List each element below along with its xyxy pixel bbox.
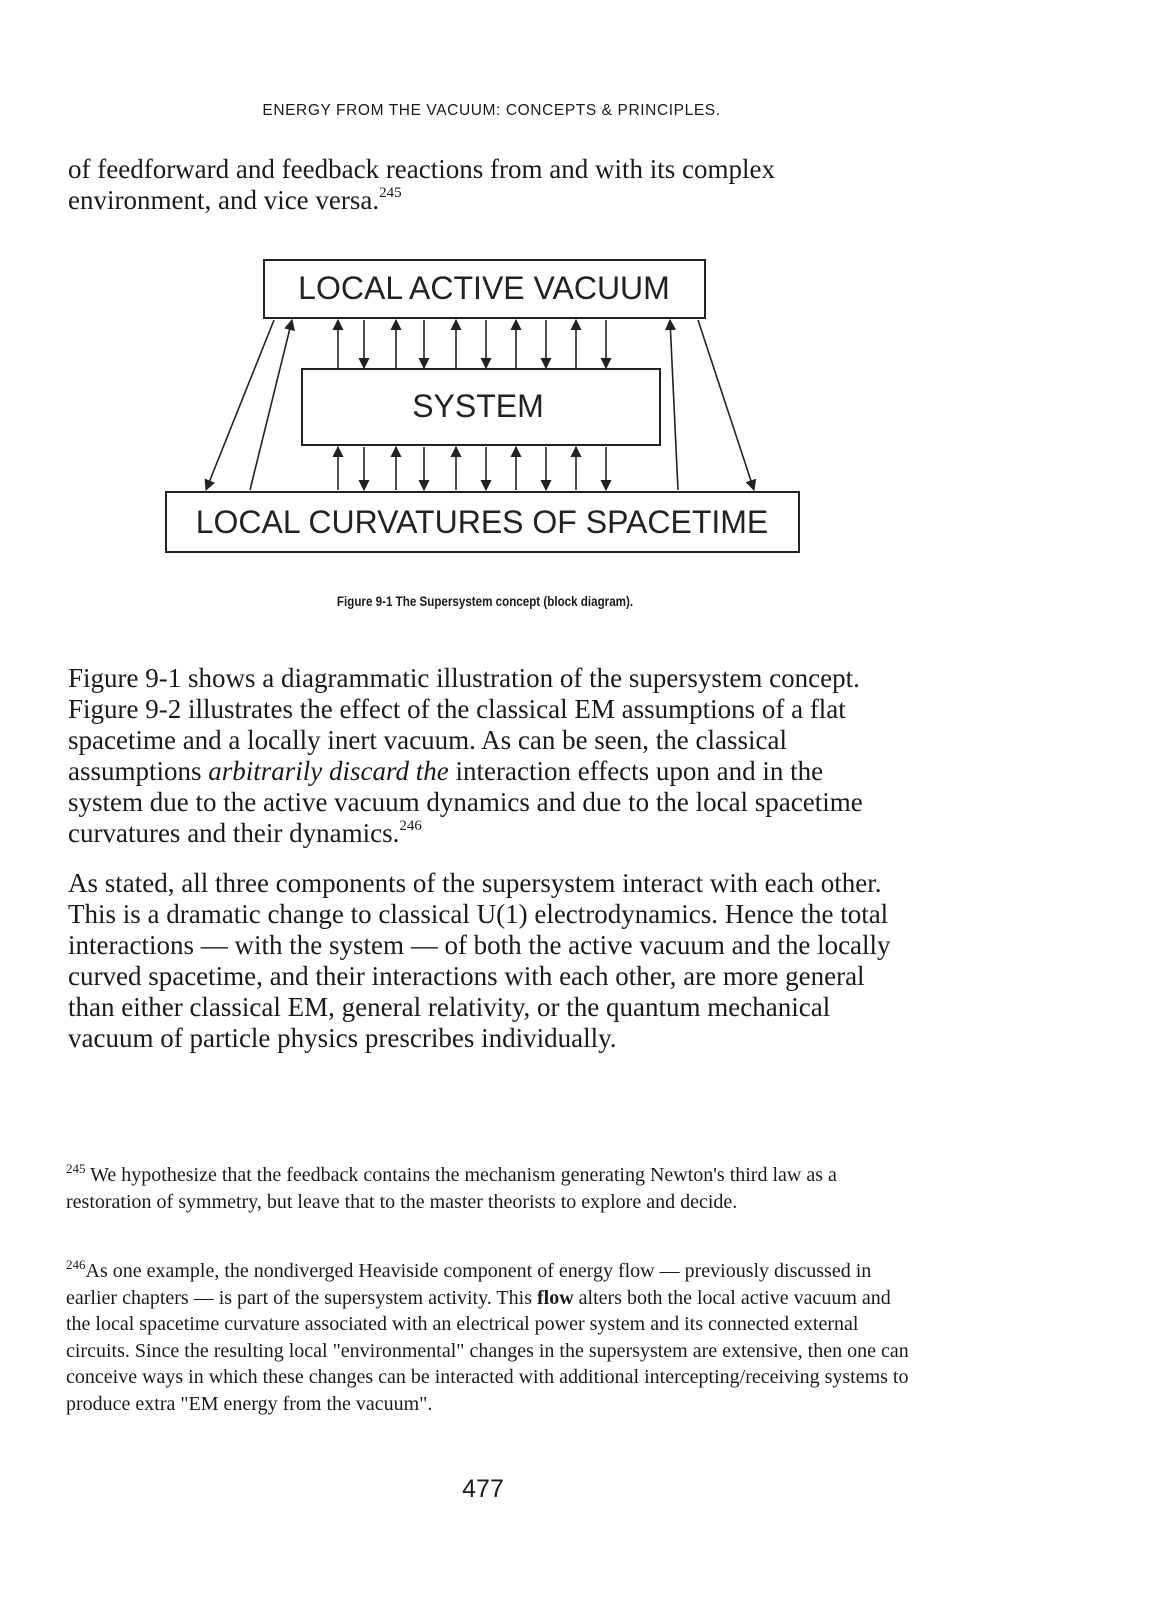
footnote-number-246: 246 (66, 1257, 86, 1272)
arrow-vacuum-to-curvature-left (206, 320, 274, 490)
footnote-246-text-a: As one example, the nondiverged Heaviside component of energy flow — previously discussed in earlier chapters — is part of the supersystem activity. This (66, 1260, 872, 1309)
arrow-curvature-to-vacuum-right (670, 320, 678, 490)
footnote-245-text: We hypothesize that the feedback contains the mechanism generating Newton's third law as a restoration of symmetry, but leave that to the master theorists to explore and decide. (66, 1164, 837, 1213)
footnote-ref-246[interactable]: 246 (399, 818, 422, 834)
body-paragraph-1 (68, 663, 898, 849)
intro-paragraph (68, 154, 828, 216)
footnote-ref-245[interactable]: 245 (379, 185, 402, 201)
figure-caption: Figure 9-1 The Supersystem concept (block diagram). (336, 594, 634, 609)
para1-italic: arbitrarily discard the (208, 756, 449, 786)
page-number: 477 (462, 1475, 504, 1503)
intro-text: of feedforward and feedback reactions from and with its complex environment, and vice versa. (68, 154, 775, 215)
footnote-number-245: 245 (66, 1161, 86, 1176)
local-curvatures-label: LOCAL CURVATURES OF SPACETIME (195, 504, 769, 540)
footnote-246-bold: flow (536, 1286, 574, 1309)
para1-text-b: interaction effects upon and in the system due to the active vacuum dynamics and due to the local spacetime curvatures and their dynamics. (68, 756, 863, 848)
supersystem-block-diagram (150, 250, 820, 570)
running-head: ENERGY FROM THE VACUUM: CONCEPTS & PRINCIPLES. (262, 102, 721, 119)
body-paragraph-2: As stated, all three components of the supersystem interact with each other. This is a dramatic change to classical U(1) electrodynamics. Hence the total interactions — with the system — of both the active vacuum and the locally curved spacetime, and their interactions with each other, are more general than either classical EM, general relativity, or the quantum mechanical vacuum of particle physics prescribes individually. (68, 868, 891, 1053)
footnote-245 (66, 1162, 916, 1215)
arrow-vacuum-to-curvature-right (698, 320, 754, 490)
arrow-curvature-to-vacuum-left (250, 320, 292, 490)
system-label: SYSTEM (412, 388, 544, 424)
footnote-246-text-b: alters both the local active vacuum and the local spacetime curvature associated with an electrical power system and its connected external circuits. Since the resulting local "environmental" changes in the supersystem are extensive, then one can conceive ways in which these changes can be interacted with additional intercepting/receiving systems to produce extra "EM energy from the vacuum". (66, 1286, 909, 1415)
para1-text-a: Figure 9-1 shows a diagrammatic illustration of the supersystem concept. Figure 9-2 illustrates the effect of the classical EM assumptions of a flat spacetime and a locally inert vacuum. As can be seen, the classical assumptions (68, 663, 860, 786)
footnote-246 (66, 1258, 916, 1417)
local-active-vacuum-label: LOCAL ACTIVE VACUUM (298, 270, 670, 306)
